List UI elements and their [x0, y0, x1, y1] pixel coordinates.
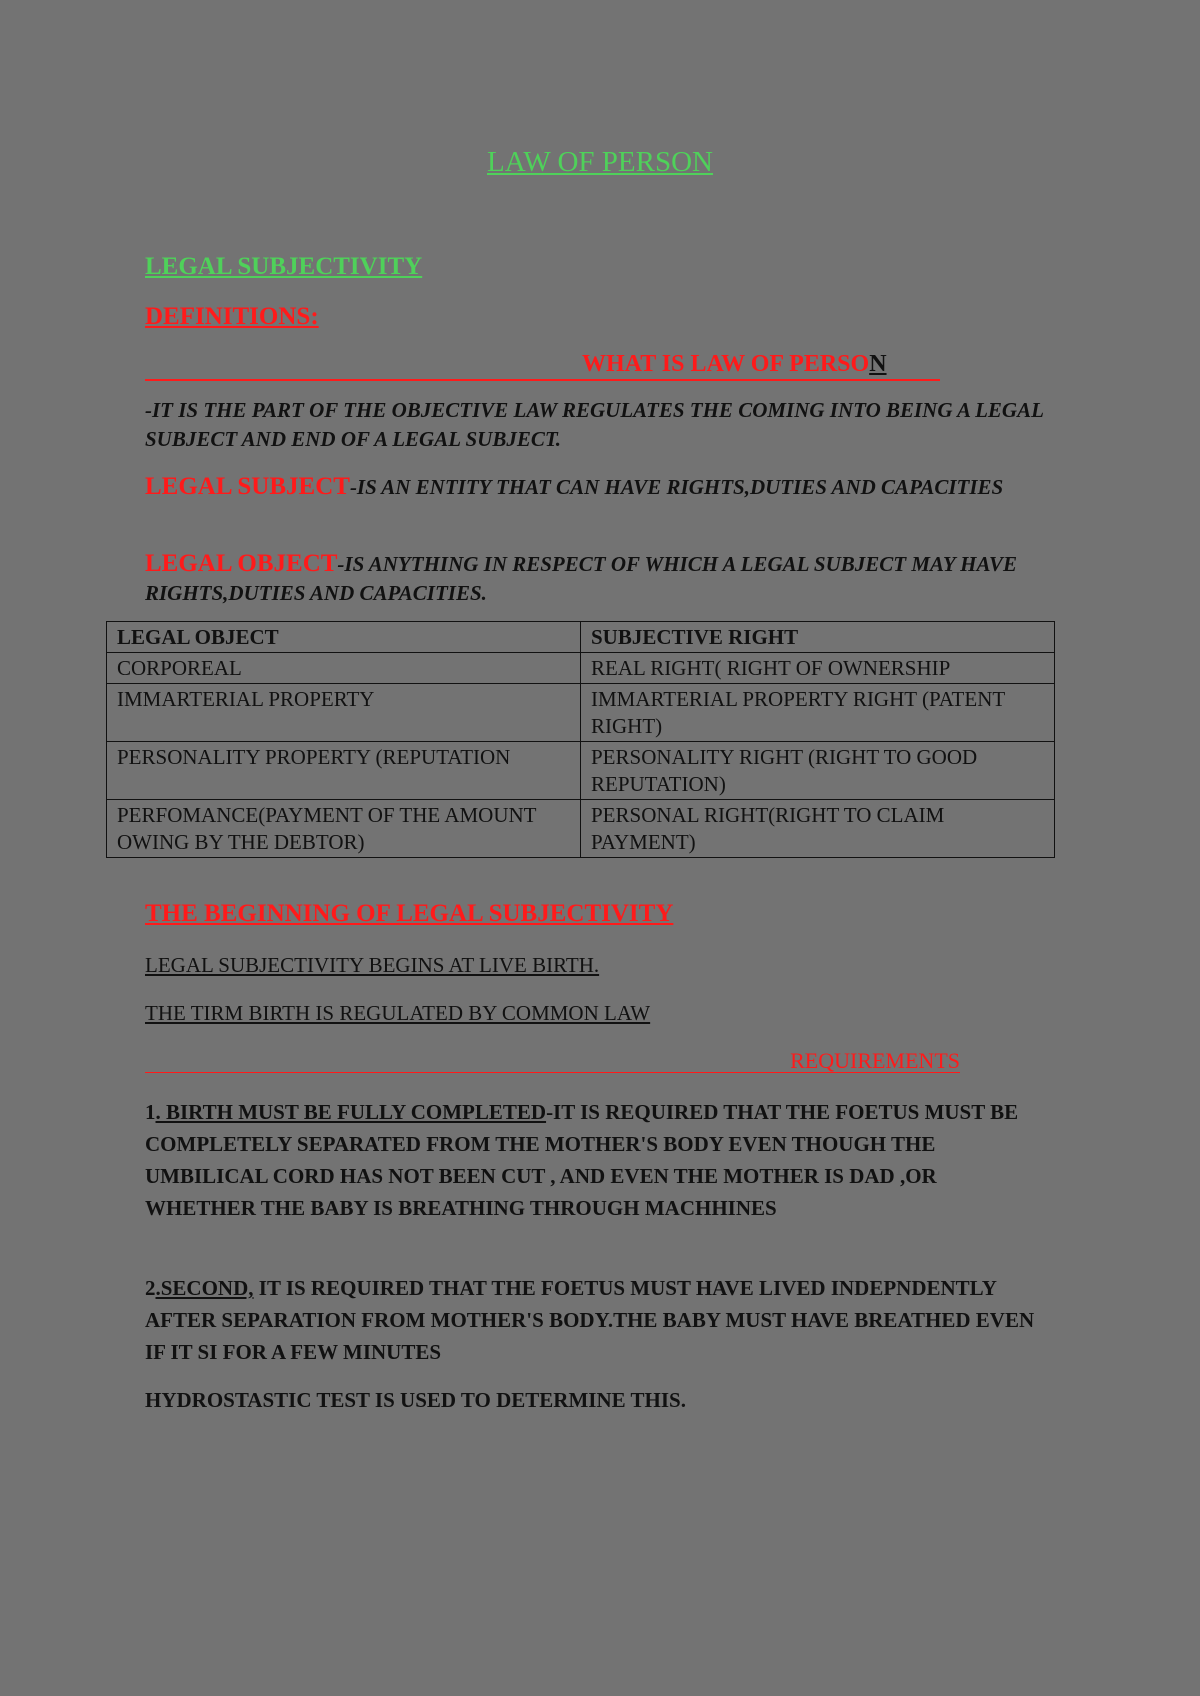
definition-text: -IS ANYTHING IN RESPECT OF WHICH A LEGAL SUBJECT MAY HAVE RIGHTS,DUTIES AND CAPACITIES.	[145, 552, 1017, 605]
table-row	[107, 742, 1055, 800]
definition-text: -IT IS THE PART OF THE OBJECTIVE LAW REGULATES THE COMING INTO BEING A LEGAL SUBJECT AND END OF A LEGAL SUBJECT.	[145, 398, 1044, 451]
what-is-heading-tail: N	[869, 351, 887, 377]
what-is-law-of-person-heading	[145, 349, 940, 381]
table-cell: PERSONAL RIGHT(RIGHT TO CLAIM PAYMENT)	[581, 800, 1055, 858]
statement-common-law: THE TIRM BIRTH IS REGULATED BY COMMON LAW	[145, 1001, 651, 1025]
requirement-number: 1	[145, 1100, 156, 1124]
requirements-heading-text: REQUIREMENTS	[790, 1048, 960, 1073]
definition-law-of-person	[145, 396, 1045, 454]
document-title: LAW OF PERSON	[487, 146, 713, 178]
requirement-label: .SECOND,	[155, 1276, 254, 1300]
requirement-text: -IT IS REQUIRED THAT THE FOETUS MUST BE COMPLETELY SEPARATED FROM THE MOTHER'S BODY EVEN THOUGH THE UMBILICAL CORD HAS NOT BEEN CUT , AND EVEN THE MOTHER IS DAD ,OR WHETHER THE BABY IS BREATHING THROUGH MACHHINES	[145, 1100, 1019, 1220]
table-row	[107, 653, 1055, 684]
closing-statement: HYDROSTASTIC TEST IS USED TO DETERMINE THIS.	[145, 1388, 686, 1412]
requirement-text: IT IS REQUIRED THAT THE FOETUS MUST HAVE LIVED INDEPNDENTLY AFTER SEPARATION FROM MOTHER'S BODY.THE BABY MUST HAVE BREATHED EVEN IF IT SI FOR A FEW MINUTES	[145, 1276, 1035, 1364]
table-header-row	[107, 622, 1055, 653]
section-heading-legal-subjectivity: LEGAL SUBJECTIVITY	[145, 253, 423, 280]
definition-term: LEGAL OBJECT	[145, 550, 338, 577]
legal-object-rights-table	[106, 621, 1055, 858]
table-row	[107, 800, 1055, 858]
column-header-subjective-right: SUBJECTIVE RIGHT	[581, 622, 1055, 653]
definition-legal-object	[145, 549, 1045, 608]
table-cell: PERSONALITY PROPERTY (REPUTATION	[107, 742, 581, 800]
table-cell: CORPOREAL	[107, 653, 581, 684]
definition-legal-subject	[145, 472, 1045, 502]
table-cell: REAL RIGHT( RIGHT OF OWNERSHIP	[581, 653, 1055, 684]
table-cell: IMMARTERIAL PROPERTY	[107, 684, 581, 742]
section-heading-beginning: THE BEGINNING OF LEGAL SUBJECTIVITY	[145, 900, 674, 927]
statement-live-birth: LEGAL SUBJECTIVITY BEGINS AT LIVE BIRTH.	[145, 953, 600, 977]
table-cell: PERFOMANCE(PAYMENT OF THE AMOUNT OWING BY THE DEBTOR)	[107, 800, 581, 858]
what-is-heading-main: WHAT IS LAW OF PERSO	[582, 351, 870, 377]
table-row	[107, 684, 1055, 742]
requirement-number: 2	[145, 1276, 156, 1300]
requirements-heading	[145, 1046, 960, 1073]
table-cell: PERSONALITY RIGHT (RIGHT TO GOOD REPUTATION)	[581, 742, 1055, 800]
table-cell: IMMARTERIAL PROPERTY RIGHT (PATENT RIGHT)	[581, 684, 1055, 742]
requirement-label: . BIRTH MUST BE FULLY COMPLETED	[155, 1100, 547, 1124]
requirement-item	[145, 1272, 1045, 1368]
section-heading-definitions: DEFINITIONS:	[145, 303, 319, 330]
column-header-legal-object: LEGAL OBJECT	[107, 622, 581, 653]
definition-term: LEGAL SUBJECT	[145, 473, 350, 500]
requirement-item	[145, 1096, 1045, 1224]
definition-text: -IS AN ENTITY THAT CAN HAVE RIGHTS,DUTIES AND CAPACITIES	[349, 475, 1004, 499]
